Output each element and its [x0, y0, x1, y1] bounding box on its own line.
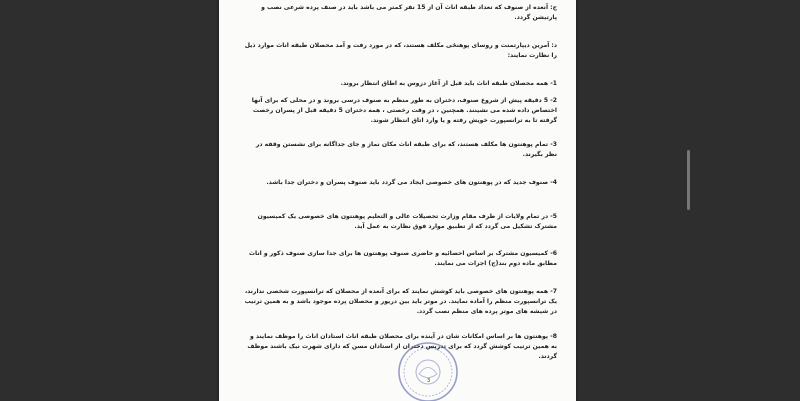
official-seal-icon — [397, 341, 459, 401]
paragraph-d: د: آمرین دیپارتمنت و روسای پوهنځی مکلف هستند، که در مورد رفت و آمد محصلان طبقه اناث موارد ذیل را نظارت نمایند: — [244, 42, 557, 59]
item-1: 1- همه محصلان طبقه اناث باید قبل از آغاز دروس به اطاق انتظار بروند. — [340, 80, 557, 87]
document-page — [219, 0, 576, 401]
item-8: 8- پوهنتون ها بر اساس امکانات شان در آینده برای محصلان طبقه اناث استادان اناث را موظف نمایند و به همین ترتیب کوشش گردد که برای تدریس دختران از استادان مسن که دارای شهرت نیک باشند موظف گردند. — [247, 333, 557, 360]
item-3: 3- تمام پوهنتون ها مکلف هستند، که برای طبقه اناث مکان نماز و جای جداگانه برای نشستن وقفه در نظر بگیرند. — [255, 141, 557, 158]
vertical-scrollbar[interactable] — [684, 0, 694, 401]
scrollbar-thumb[interactable] — [687, 150, 690, 210]
item-6: 6- کمیسیون مشترک بر اساس احصائیه و حاضری صنوف پوهنتون ها برای جدا سازی صنوف ذکور و اناث مطابق ماده دوم بند(ج) اجرات می نمایند. — [248, 250, 557, 267]
item-2: 2- 5 دقیقه پیش از شروع صنوف، دختران به طور منظم به صنوف درسی بروند و در محلی که برای آنها اختصاص داده شده می نشینند. همچنین ، در وقت رخصتی ، همه دختران 5 دقیقه قبل از پسران رخصت گرفته تا به ترانسپورت خویش رفته و یا وارد اتاق انتظار شوند. — [251, 97, 557, 124]
item-7: 7- همه پوهنتون های خصوصی باید کوشش نمایند که برای آنعده از محصلان که ترانسپورت شخصی ندارند، یک ترانسپورت منظم را آماده نمایند. در موتر باید بین دریور و محصلان پرده موجود باشد و به همین ترتیب در شیشه های موتر پرده های منظم نصب گردد. — [244, 288, 557, 315]
page-number: 3 — [427, 378, 431, 384]
item-5: 5- در تمام ولایات از طرف مقام وزارت تحصیلات عالی و التعلیم پوهنتون های خصوصی یک کمیسیون مشترک تشکیل می گردد که از تطبیق موارد فوق نظارت به عمل آید. — [257, 213, 557, 230]
paragraph-c: ج: آنعده از صنوف که تعداد طبقه اناث آن از 15 نفر کمتر می باشد باید در صنف پرده شرعی نصب و پارتیشن گردد. — [261, 4, 557, 21]
item-4: 4- صنوف جدید که در پوهنتون های خصوصی ایجاد می گردد باید صنوف پسران و دختران جدا باشد. — [266, 179, 557, 186]
